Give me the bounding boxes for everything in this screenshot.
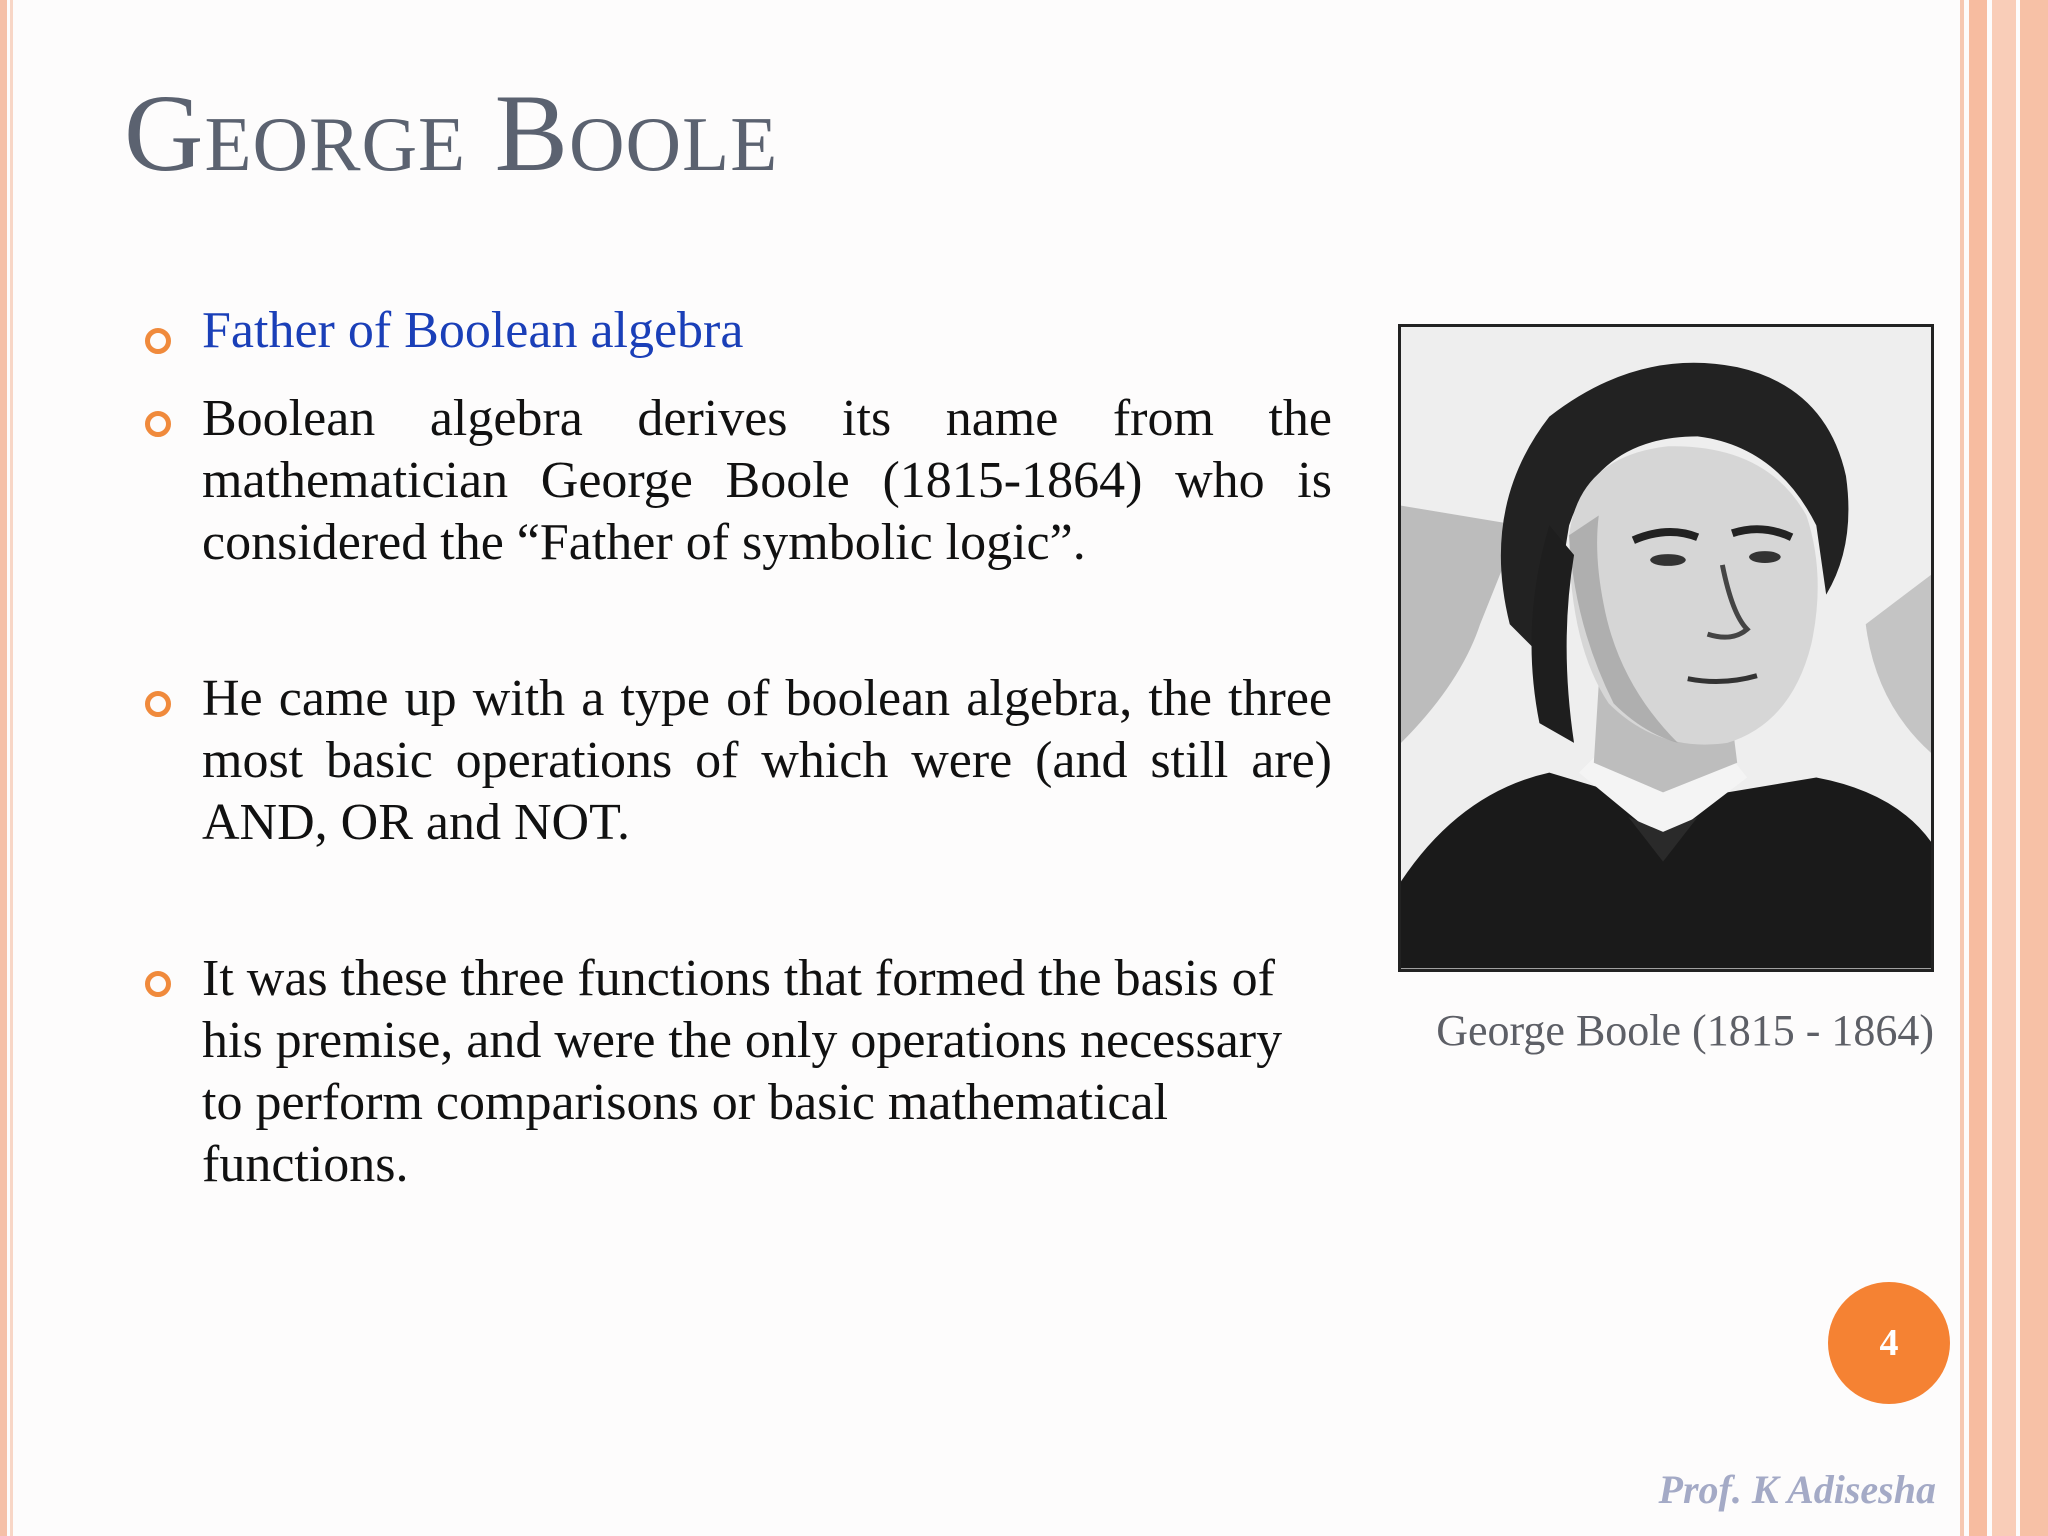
bullet-text: It was these three functions that formed the basis of his premise, and were the only operations necessary to perform comparisons or basic mathematical functions. xyxy=(202,950,1283,1193)
slide-title: George Boole xyxy=(124,72,779,194)
page-number-badge: 4 xyxy=(1828,1282,1950,1404)
author-footer: Prof. K Adisesha xyxy=(1658,1467,1936,1512)
bullet-circle-icon xyxy=(145,328,171,354)
bullet-circle-icon xyxy=(145,971,171,997)
right-border-stripe-4 xyxy=(2020,0,2048,1536)
bullet-item xyxy=(140,948,1332,1196)
left-border-stripe xyxy=(0,0,7,1536)
bullet-circle-icon xyxy=(145,691,171,717)
bullet-text: Boolean algebra derives its name from the mathematician George Boole (1815-1864) who is considered the “Father of symbolic logic”. xyxy=(202,390,1332,571)
right-border-stripe-1 xyxy=(1960,0,1964,1536)
bullet-circle-icon xyxy=(145,411,171,437)
right-border-stripe-2 xyxy=(1969,0,1987,1536)
portrait-image xyxy=(1398,324,1934,972)
bullet-item xyxy=(140,388,1332,574)
portrait-engraving-icon xyxy=(1401,327,1931,969)
left-border-stripe-inner xyxy=(10,0,13,1536)
bullet-text: He came up with a type of boolean algebra, the three most basic operations of which were (and still are) AND, OR and NOT. xyxy=(202,670,1332,851)
bullet-item xyxy=(140,300,743,362)
bullet-item xyxy=(140,668,1332,854)
right-border-stripe-3 xyxy=(1992,0,2016,1536)
image-caption: George Boole (1815 - 1864) xyxy=(1436,1006,1934,1055)
bullet-text: Father of Boolean algebra xyxy=(202,302,744,359)
